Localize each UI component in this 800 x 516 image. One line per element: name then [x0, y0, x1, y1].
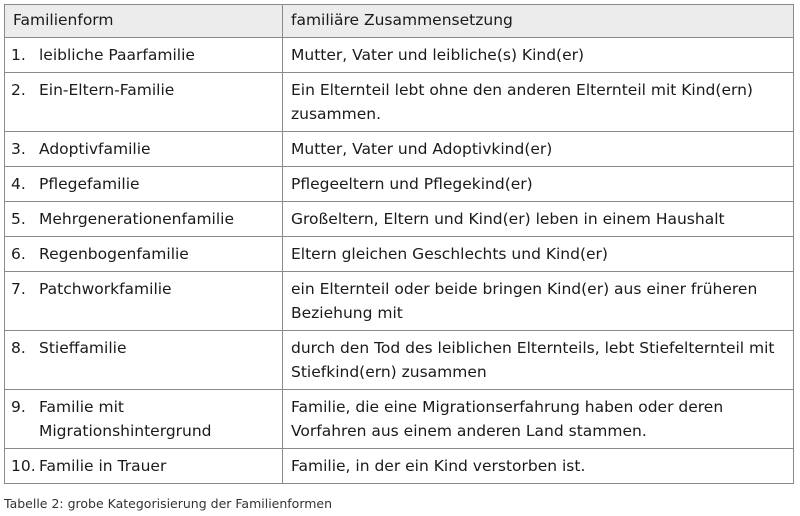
- composition-cell: ein Elternteil oder beide bringen Kind(er) aus einer früheren Beziehung mit: [283, 272, 794, 331]
- row-number: 3.: [11, 140, 26, 158]
- table-row: [5, 237, 794, 272]
- table-row: [5, 449, 794, 484]
- family-form: leibliche Paarfamilie: [39, 46, 195, 64]
- family-form: Patchworkfamilie: [39, 280, 172, 298]
- table-header-row: [5, 5, 794, 38]
- form-cell: [5, 449, 283, 484]
- composition-cell: Mutter, Vater und leibliche(s) Kind(er): [283, 38, 794, 73]
- family-form: Regenbogenfamilie: [39, 245, 189, 263]
- table-row: [5, 202, 794, 237]
- row-number: 8.: [11, 339, 26, 357]
- composition-cell: Eltern gleichen Geschlechts und Kind(er): [283, 237, 794, 272]
- header-composition: familiäre Zusammensetzung: [283, 5, 794, 38]
- family-form: Adoptivfamilie: [39, 140, 151, 158]
- form-cell: [5, 167, 283, 202]
- family-form: Ein-Eltern-Familie: [39, 81, 175, 99]
- form-cell: [5, 38, 283, 73]
- table-row: [5, 38, 794, 73]
- family-form: Familie in Trauer: [39, 457, 167, 475]
- family-form: Mehrgenerationenfamilie: [39, 210, 234, 228]
- table-row: [5, 272, 794, 331]
- row-number: 7.: [11, 280, 26, 298]
- row-number: 2.: [11, 81, 26, 99]
- row-number: 4.: [11, 175, 26, 193]
- row-number: 10.: [11, 457, 36, 475]
- family-form: Pflegefamilie: [39, 175, 140, 193]
- table-row: [5, 167, 794, 202]
- composition-cell: Pflegeeltern und Pflegekind(er): [283, 167, 794, 202]
- family-form: Familie mit Migrationshintergrund: [39, 398, 212, 440]
- table-row: [5, 331, 794, 390]
- form-cell: [5, 272, 283, 331]
- row-number: 9.: [11, 398, 26, 416]
- form-cell: [5, 331, 283, 390]
- family-forms-table: [4, 4, 794, 484]
- form-cell: [5, 73, 283, 132]
- form-cell: [5, 202, 283, 237]
- table-row: [5, 132, 794, 167]
- composition-cell: durch den Tod des leiblichen Elternteils, lebt Stiefelternteil mit Stiefkind(ern) zusammen: [283, 331, 794, 390]
- row-number: 6.: [11, 245, 26, 263]
- table-row: [5, 73, 794, 132]
- table-row: [5, 390, 794, 449]
- form-cell: [5, 132, 283, 167]
- composition-cell: Familie, in der ein Kind verstorben ist.: [283, 449, 794, 484]
- composition-cell: Großeltern, Eltern und Kind(er) leben in einem Haushalt: [283, 202, 794, 237]
- family-form: Stieffamilie: [39, 339, 127, 357]
- form-cell: [5, 390, 283, 449]
- composition-cell: Mutter, Vater und Adoptivkind(er): [283, 132, 794, 167]
- row-number: 1.: [11, 46, 26, 64]
- header-family-form: Familienform: [5, 5, 283, 38]
- composition-cell: Ein Elternteil lebt ohne den anderen Elternteil mit Kind(ern) zusammen.: [283, 73, 794, 132]
- row-number: 5.: [11, 210, 26, 228]
- table-caption: Tabelle 2: grobe Kategorisierung der Familienformen: [4, 496, 333, 511]
- form-cell: [5, 237, 283, 272]
- composition-cell: Familie, die eine Migrationserfahrung haben oder deren Vorfahren aus einem anderen Land stammen.: [283, 390, 794, 449]
